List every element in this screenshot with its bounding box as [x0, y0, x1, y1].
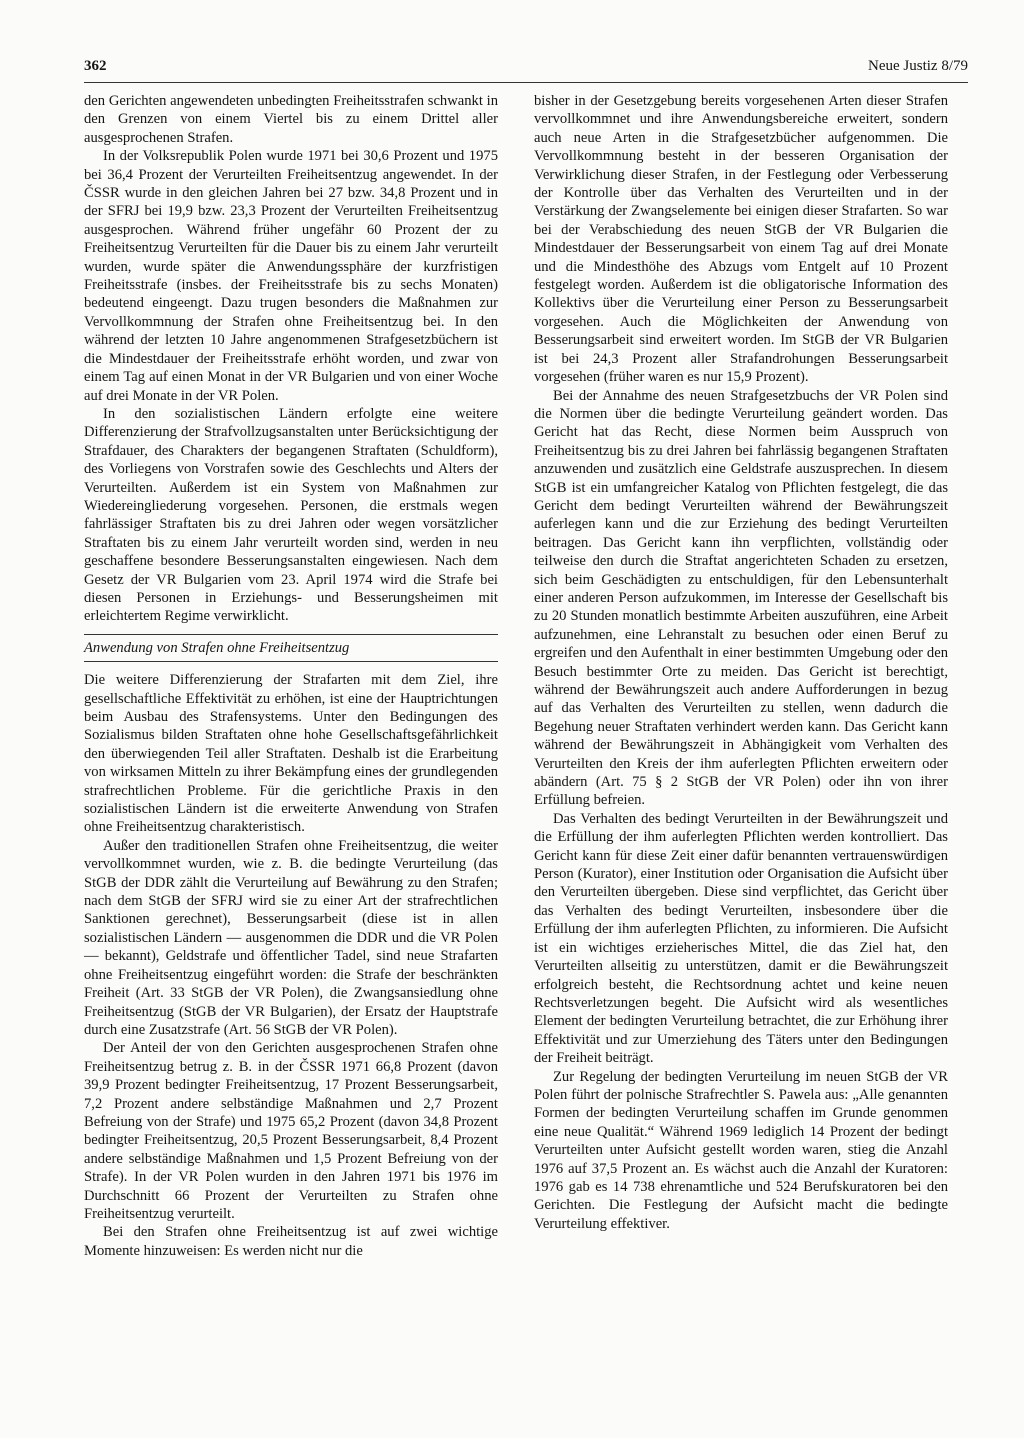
paragraph: Die weitere Differenzierung der Strafarten mit dem Ziel, ihre gesellschaftliche Effektivität zu erhöhen, ist eine der Hauptrichtungen beim Ausbau des Strafensystems. Unter den Bedingungen des Sozialismus bilden Straftaten ohne hohe Gesellschaftsgefährlichkeit den überwiegenden Teil aller Straftaten. Deshalb ist die Erarbeitung von wirksamen Mitteln zu ihrer Bekämpfung eines der grundlegenden strafrechtlichen Probleme. Für die gerichtliche Praxis in den sozialistischen Ländern ist die erweiterte Anwendung von Strafen ohne Freiheitsentzug charakteristisch.	[84, 672, 498, 836]
right-column	[534, 92, 948, 1233]
paragraph: bisher in der Gesetzgebung bereits vorgesehenen Arten dieser Strafen vervollkommnet und ihre Anwendungsbereiche erweitert, sondern auch neue Arten in die Strafgesetzbücher aufgenommen. Die Vervollkommnung besteht in der besseren Organisation der Verwirklichung dieser Strafen, in der Festlegung oder Verbesserung der Kontrolle über das Verhalten des Verurteilten und in der Verstärkung der Zwangselemente bei einigen dieser Strafarten. So war bei der Verabschiedung des neuen StGB der VR Bulgarien die Mindestdauer der Besserungsarbeit von einem Tag auf drei Monate und die Mindesthöhe des Abzugs vom Entgelt auf 10 Prozent festgelegt worden. Außerdem ist die obligatorische Information des Kollektivs über die Verurteilung einer Person zu Besserungsarbeit vorgesehen. Auch die Möglichkeiten der Anwendung von Besserungsarbeit sind erweitert worden. Im StGB der VR Bulgarien ist bei 24,3 Prozent aller Strafandrohungen Besserungsarbeit vorgesehen (früher waren es nur 15,9 Prozent).	[534, 93, 948, 386]
page-number: 362	[84, 58, 107, 74]
paragraph: Bei den Strafen ohne Freiheitsentzug ist auf zwei wichtige Momente hinzuweisen: Es werden nicht nur die	[84, 1224, 498, 1259]
paragraph: Bei der Annahme des neuen Strafgesetzbuchs der VR Polen sind die Normen über die bedingte Verurteilung geändert worden. Das Gericht hat das Recht, diese Normen beim Ausspruch von Freiheitsentzug bis zu drei Jahren bei fahrlässig begangenen Straftaten anzuwenden und zusätzlich eine Geldstrafe auszusprechen. In diesem StGB ist ein umfangreicher Katalog von Pflichten festgelegt, die das Gericht dem bedingt Verurteilten während der Bewährungszeit auferlegen kann und die zur Erziehung des bedingt Verurteilten beitragen. Das Gericht kann ihn verpflichten, vollständig oder teilweise den durch die Straftat angerichteten Schaden zu ersetzen, sich beim Geschädigten zu entschuldigen, für den Lebensunterhalt einer anderen Person aufzukommen, im Interesse der Gesellschaft bis zu 20 Stunden monatlich bestimmte Arbeiten auszuführen, eine Arbeit aufzunehmen, eine Lehranstalt zu besuchen oder einen Beruf zu ergreifen und den Aufenthalt in einer bestimmten Umgebung oder den Besuch bestimmter Orte zu meiden. Das Gericht ist berechtigt, während der Bewährungszeit auch andere Aufforderungen in bezug auf das Verhalten des Verurteilten zu stellen, wenn dadurch die Begehung neuer Straftaten verhindert werden kann. Das Gericht kann während der Bewährungszeit in Abhängigkeit vom Verhalten des Verurteilten den Kreis der ihm auferlegten Pflichten erweitern oder abändern (Art. 75 § 2 StGB der VR Polen) oder ihn von ihrer Erfüllung befreien.	[534, 387, 948, 809]
paragraph: In der Volksrepublik Polen wurde 1971 bei 30,6 Prozent und 1975 bei 36,4 Prozent der Verurteilten Freiheitsentzug angewendet. In der ČSSR wurde in den gleichen Jahren bei 27 bzw. 34,8 Prozent und in der SFRJ bei 19,9 bzw. 23,3 Prozent der Verurteilten Freiheitsentzug ausgesprochen. Während früher ungefähr 60 Prozent der zu Freiheitsentzug Verurteilten für die Dauer bis zu einem Jahr verurteilt wurden, wurde später die Anwendungssphäre der kurzfristigen Freiheitsstrafe (insbes. der Freiheitsstrafe bis zu sechs Monaten) bedeutend eingeengt. Dazu trugen besonders die Maßnahmen zur Vervollkommnung der Strafen ohne Freiheitsentzug bei. In den während der letzten 10 Jahre angenommenen Strafgesetzbüchern ist die Mindestdauer der Freiheitsstrafe erhöht worden, und zwar von einem Tag auf einen Monat in der VR Bulgarien und von einer Woche auf drei Monate in der VR Polen.	[84, 148, 498, 404]
journal-title: Neue Justiz 8/79	[868, 58, 968, 74]
page-header	[84, 58, 968, 80]
paragraph: Der Anteil der von den Gerichten ausgesprochenen Strafen ohne Freiheitsentzug betrug z. B. in der ČSSR 1971 66,8 Prozent (davon 39,9 Prozent bedingter Freiheitsentzug, 17 Prozent Besserungsarbeit, 7,2 Prozent andere selbständige Maßnahmen und 2,7 Prozent Befreiung von der Strafe) und 1975 65,2 Prozent (davon 34,8 Prozent bedingter Freiheitsentzug, 20,5 Prozent Besserungsarbeit, 8,4 Prozent andere selbständige Maßnahmen und 1,5 Prozent Befreiung von der Strafe). In der VR Polen wurden in den Jahren 1971 bis 1976 im Durchschnitt 66 Prozent der Verurteilten zu Strafen ohne Freiheitsentzug verurteilt.	[84, 1040, 498, 1222]
paragraph: den Gerichten angewendeten unbedingten Freiheitsstrafen schwankt in den Grenzen von einem Viertel bis zu einem Drittel aller ausgesprochenen Strafen.	[84, 93, 498, 146]
section-heading: Anwendung von Strafen ohne Freiheitsentzug	[84, 634, 498, 662]
paragraph: Zur Regelung der bedingten Verurteilung im neuen StGB der VR Polen führt der polnische Strafrechtler S. Pawela aus: „Alle genannten Formen der bedingten Verurteilung schaffen im Grunde genommen eine neue Qualität.“ Während 1969 lediglich 14 Prozent der bedingt Verurteilten unter Aufsicht gestellt worden waren, stieg die Anzahl 1976 auf 37,5 Prozent an. Es wächst auch die Anzahl der Kuratoren: 1976 gab es 14 738 ehrenamtliche und 524 Berufskuratoren bei den Gerichten. Die Festlegung der Aufsicht macht die bedingte Verurteilung effektiver.	[534, 1068, 948, 1232]
paragraph: Außer den traditionellen Strafen ohne Freiheitsentzug, die weiter vervollkommnet wurden, wie z. B. die bedingte Verurteilung (das StGB der DDR zählt die Verurteilung auf Bewährung zu den Strafen; nach dem StGB der SFRJ wird sie zu einer Art der strafrechtlichen Sanktionen gerechnet), Besserungsarbeit (diese ist in allen sozialistischen Ländern — ausgenommen die DDR und die VR Polen — bekannt), Geldstrafe und öffentlicher Tadel, sind neue Strafarten ohne Freiheitsentzug eingeführt worden: die Strafe der beschränkten Freiheit (Art. 33 StGB der VR Polen), die Zwangsansiedlung ohne Freiheitsentzug (StGB der VR Bulgarien), der Ersatz der Hauptstrafe durch eine Zusatzstrafe (Art. 56 StGB der VR Polen).	[84, 837, 498, 1038]
header-rule	[84, 82, 968, 83]
paragraph: In den sozialistischen Ländern erfolgte eine weitere Differenzierung der Strafvollzugsanstalten unter Berücksichtigung der Strafdauer, des Charakters der begangenen Straftaten (Schuldform), des Vorliegens von Vorstrafen sowie des Geschlechts und Alters der Verurteilten. Außerdem ist ein System von Maßnahmen zur Wiedereingliederung vorgesehen. Personen, die erstmals wegen fahrlässiger Straftaten bis zu drei Jahren oder wegen vorsätzlicher Straftaten bis zu einem Jahr verurteilt worden sind, werden in neu geschaffene besondere Besserungsanstalten eingewiesen. Nach dem Gesetz der VR Bulgarien vom 23. April 1974 wird die Strafe bei diesen Personen in Erziehungs- und Besserungsheimen mit erleichtertem Regime verwirklicht.	[84, 405, 498, 625]
paragraph: Das Verhalten des bedingt Verurteilten in der Bewährungszeit und die Erfüllung der ihm auferlegten Pflichten werden kontrolliert. Das Gericht kann für diese Zeit einer dafür benannten vertrauenswürdigen Person (Kurator), einer Institution oder Organisation die Aufsicht über den Verurteilten übergeben. Diese sind verpflichtet, das Gericht über das Verhalten des bedingt Verurteilten, insbesondere über die Erfüllung der ihm auferlegten Pflichten, zu informieren. Die Aufsicht ist ein wichtiges erzieherisches Mittel, die das Ziel hat, den Verurteilten allseitig zu unterstützen, damit er die Bewährungszeit erfolgreich besteht, die Rechtsordnung achtet und keine neuen Rechtsverletzungen begeht. Die Aufsicht wird als wesentliches Element der bedingten Verurteilung betrachtet, die zur Erhöhung ihrer Effektivität und zur Umerziehung des Täters unter den Bedingungen der Freiheit beiträgt.	[534, 810, 948, 1067]
left-column	[84, 92, 498, 1260]
